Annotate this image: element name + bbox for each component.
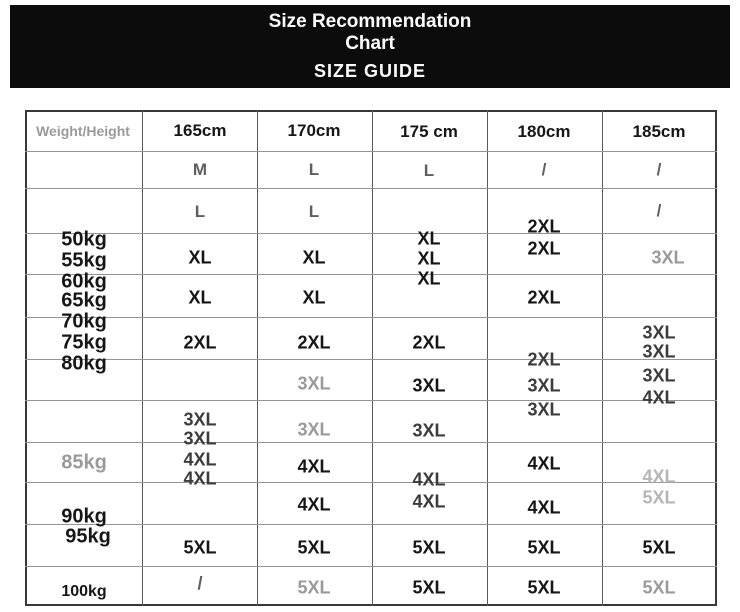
weight-label: 55kg: [61, 249, 107, 272]
grid-line-horizontal: [25, 317, 717, 318]
size-value: 2XL: [297, 332, 331, 353]
size-value: 5XL: [642, 537, 676, 558]
size-value: L: [423, 161, 435, 180]
size-value: 3XL: [297, 373, 331, 394]
size-value: 4XL: [527, 453, 561, 474]
grid-line-horizontal: [25, 524, 717, 525]
weight-label: 90kg: [61, 505, 107, 528]
banner-title-line1: Size Recommendation: [268, 11, 472, 32]
size-value: 4XL: [297, 494, 331, 515]
size-value: 3XL: [651, 247, 685, 268]
grid-line-horizontal: [25, 400, 717, 401]
size-value: 5XL: [412, 577, 446, 598]
size-value: 5XL: [642, 487, 676, 508]
size-value: 3XL: [642, 365, 676, 386]
size-value: 4XL: [183, 449, 217, 470]
size-value: 3XL: [642, 341, 676, 362]
size-value: 3XL: [183, 428, 217, 449]
grid-line-horizontal: [25, 188, 717, 189]
size-value: 5XL: [297, 577, 331, 598]
col-header-165cm: 165cm: [173, 121, 227, 140]
size-value: 2XL: [183, 332, 217, 353]
size-value: 5XL: [527, 537, 561, 558]
size-value: 5XL: [297, 537, 331, 558]
grid-line-horizontal: [25, 482, 717, 483]
size-value: 3XL: [412, 375, 446, 396]
col-header-175cm: 175 cm: [400, 122, 458, 141]
size-value: XL: [188, 247, 212, 268]
grid-line-vertical: [372, 110, 373, 606]
size-value: L: [194, 202, 206, 221]
banner-subtitle: SIZE GUIDE: [313, 61, 426, 81]
size-value: XL: [417, 228, 441, 249]
grid-line-horizontal: [25, 359, 717, 360]
size-value: 4XL: [412, 469, 446, 490]
size-value: L: [308, 202, 320, 221]
size-value: 5XL: [183, 537, 217, 558]
size-value: 5XL: [527, 577, 561, 598]
weight-label: 100kg: [61, 583, 107, 600]
size-value: 5XL: [412, 537, 446, 558]
size-value: 2XL: [527, 216, 561, 237]
size-value: XL: [417, 268, 441, 289]
weight-label: 70kg: [61, 310, 107, 333]
size-value: 2XL: [412, 332, 446, 353]
size-value: 3XL: [642, 322, 676, 343]
size-value: 4XL: [527, 497, 561, 518]
size-value: 4XL: [183, 468, 217, 489]
grid-line-horizontal: [25, 274, 717, 275]
weight-label: 85kg: [61, 451, 107, 474]
size-value: 4XL: [642, 387, 676, 408]
col-header-185cm: 185cm: [632, 122, 686, 141]
title-banner: [10, 5, 730, 88]
size-value: /: [541, 160, 547, 179]
grid-line-horizontal: [25, 151, 717, 152]
grid-line-vertical: [487, 110, 488, 606]
weight-label: 65kg: [61, 289, 107, 312]
grid-line-vertical: [602, 110, 603, 606]
size-value: 4XL: [412, 491, 446, 512]
grid-line-horizontal: [25, 566, 717, 567]
weight-label: 80kg: [61, 352, 107, 375]
weight-label: 60kg: [61, 270, 107, 293]
size-value: 3XL: [297, 419, 331, 440]
col-header-170cm: 170cm: [287, 121, 341, 140]
size-value: 2XL: [527, 287, 561, 308]
weight-label: 50kg: [61, 228, 107, 251]
grid-line-vertical: [257, 110, 258, 606]
grid-line-vertical: [142, 110, 143, 606]
size-value: XL: [188, 287, 212, 308]
size-value: 3XL: [527, 375, 561, 396]
size-value: XL: [302, 247, 326, 268]
size-value: 4XL: [642, 466, 676, 487]
size-value: 5XL: [642, 577, 676, 598]
size-value: L: [308, 160, 320, 179]
col-header-180cm: 180cm: [517, 122, 571, 141]
size-value: 4XL: [297, 456, 331, 477]
size-value: 3XL: [412, 420, 446, 441]
size-value: XL: [302, 287, 326, 308]
grid-line-horizontal: [25, 442, 717, 443]
weight-label: 95kg: [65, 525, 111, 548]
size-value: /: [656, 160, 662, 179]
size-value: XL: [417, 248, 441, 269]
size-value: 3XL: [527, 399, 561, 420]
size-value: 3XL: [183, 409, 217, 430]
size-value: /: [197, 573, 203, 594]
size-value: 2XL: [527, 238, 561, 259]
grid-line-horizontal: [25, 233, 717, 234]
size-value: 2XL: [527, 349, 561, 370]
size-value: /: [656, 201, 662, 220]
weight-label: 75kg: [61, 331, 107, 354]
size-value: M: [192, 160, 208, 179]
banner-title-line2: Chart: [345, 33, 395, 54]
size-table: [25, 110, 717, 606]
corner-header: Weight/Height: [36, 123, 130, 139]
